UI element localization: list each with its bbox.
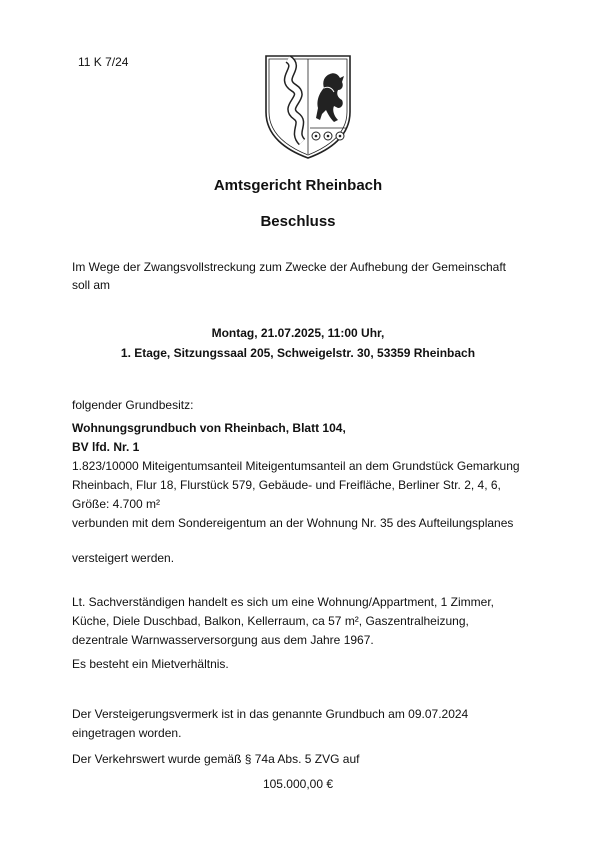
expert-line-3: dezentrale Warnwasserversorgung aus dem Jahre 1967. <box>72 633 374 647</box>
court-name: Amtsgericht Rheinbach <box>213 177 383 194</box>
intro-line-2: soll am <box>72 278 111 292</box>
appointment-location: 1. Etage, Sitzungssaal 205, Schweigelstr. 30, 53359 Rheinbach <box>120 346 476 360</box>
expert-line-2: Küche, Diele Duschbad, Balkon, Kellerraum, ca 57 m², Gaszentralheizung, <box>72 614 469 628</box>
appointment-date-time: Montag, 21.07.2025, 11:00 Uhr, <box>211 326 385 340</box>
property-description-line-3: Größe: 4.700 m² <box>72 497 161 511</box>
nrw-coat-of-arms-icon <box>258 50 358 162</box>
intro-line-1: Im Wege der Zwangsvollstreckung zum Zwecke der Aufhebung der Gemeinschaft <box>72 260 506 274</box>
property-label: folgender Grundbesitz: <box>72 398 194 412</box>
case-number: 11 K 7/24 <box>78 55 129 69</box>
expert-line-1: Lt. Sachverständigen handelt es sich um eine Wohnung/Appartment, 1 Zimmer, <box>72 595 495 609</box>
document-type: Beschluss <box>260 213 336 230</box>
registration-line-2: eingetragen worden. <box>72 726 182 740</box>
market-value: 105.000,00 € <box>262 777 334 791</box>
tenancy-note: Es besteht ein Mietverhältnis. <box>72 657 229 671</box>
property-description-line-1: 1.823/10000 Miteigentumsanteil Miteigentumsanteil an dem Grundstück Gemarkung <box>72 459 520 473</box>
property-description-line-4: verbunden mit dem Sondereigentum an der Wohnung Nr. 35 des Aufteilungsplanes <box>72 516 514 530</box>
property-bv-number: BV lfd. Nr. 1 <box>72 440 140 454</box>
property-description-line-2: Rheinbach, Flur 18, Flurstück 579, Gebäude- und Freifläche, Berliner Str. 2, 4, 6, <box>72 478 501 492</box>
registration-line-1: Der Versteigerungsvermerk ist in das genannte Grundbuch am 09.07.2024 <box>72 707 469 721</box>
auction-phrase: versteigert werden. <box>72 551 175 565</box>
property-register: Wohnungsgrundbuch von Rheinbach, Blatt 104, <box>72 421 346 435</box>
market-value-intro: Der Verkehrswert wurde gemäß § 74a Abs. 5 ZVG auf <box>72 752 360 766</box>
